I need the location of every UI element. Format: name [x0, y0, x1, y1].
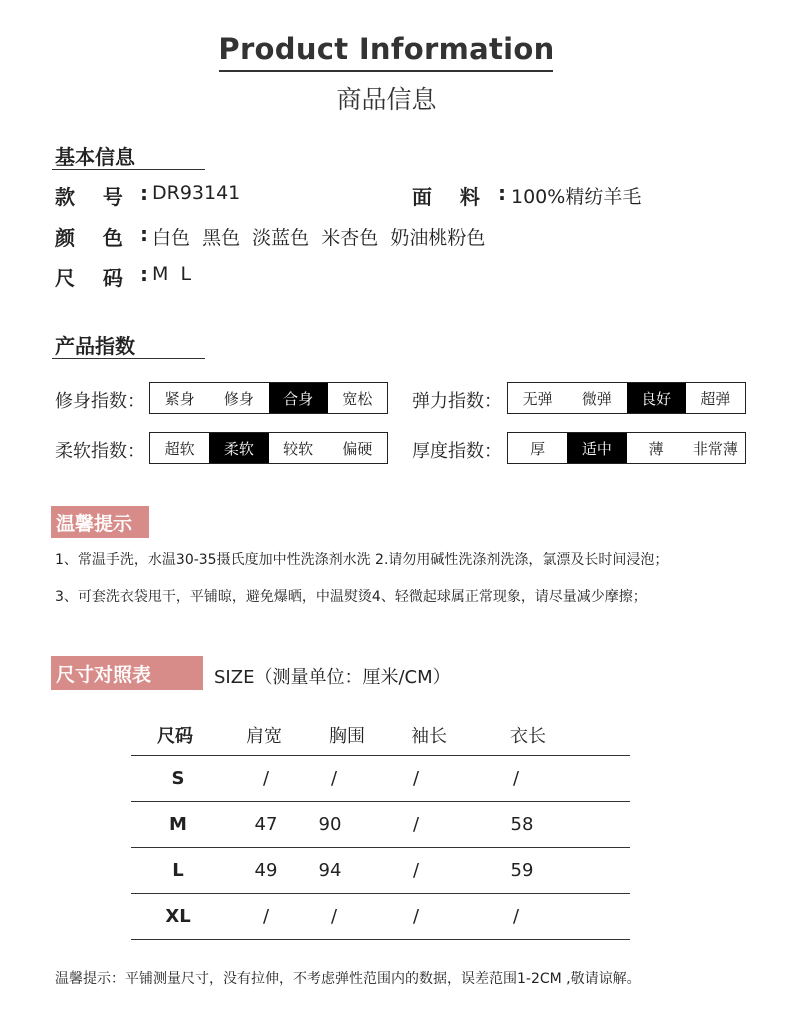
table-cell: /	[412, 768, 420, 789]
material-label: 面 料	[412, 185, 480, 209]
table-cell: 58	[510, 814, 534, 835]
soft-option: 偏硬	[342, 439, 373, 458]
table-cell-size: M	[169, 814, 187, 835]
color-value: 白色 黑色 淡蓝色 米杏色 奶油桃粉色	[152, 227, 486, 249]
style-no-colon: :	[140, 181, 148, 205]
thickness-option: 非常薄	[692, 439, 738, 458]
style-no-label: 款 号	[55, 185, 123, 209]
fit-index-label: 修身指数：	[55, 391, 145, 412]
table-rule	[131, 847, 630, 848]
table-rule	[131, 939, 630, 940]
care-tip-line-2: 3、可套洗衣袋甩干，平铺晾，避免爆晒，中温熨烫4、轻微起球属正常现象，请尽量减少摩擦；	[55, 589, 647, 605]
basic-info-heading: 基本信息	[55, 145, 135, 169]
indices-underline	[52, 358, 205, 359]
material-value: 100%精纺羊毛	[511, 186, 642, 208]
fit-option-selected: 合身	[269, 383, 328, 413]
table-header-sleeve: 袖长	[411, 726, 447, 747]
table-rule	[131, 801, 630, 802]
table-cell: 90	[318, 814, 342, 835]
table-cell: 47	[254, 814, 278, 835]
soft-option: 较软	[283, 439, 314, 458]
thickness-index-label: 厚度指数：	[412, 441, 502, 462]
table-cell: 94	[318, 860, 342, 881]
table-cell: /	[412, 814, 420, 835]
table-header-length: 衣长	[510, 726, 546, 747]
fit-index-scale	[149, 382, 388, 414]
tips-tag: 温馨提示	[51, 506, 149, 538]
table-cell-size: XL	[165, 906, 191, 927]
table-cell-size: L	[172, 860, 184, 881]
table-cell: /	[262, 768, 270, 789]
table-cell: /	[412, 906, 420, 927]
care-tip-line-1: 1、常温手洗，水温30-35摄氏度加中性洗涤剂水洗 2.请勿用碱性洗涤剂洗涤，氯漂及长时间浸泡；	[55, 552, 669, 568]
soft-option-selected: 柔软	[209, 433, 268, 463]
size-label: 尺 码	[55, 266, 123, 290]
table-cell-size: S	[171, 768, 185, 789]
table-header-size: 尺码	[157, 726, 193, 747]
table-cell: /	[412, 860, 420, 881]
elastic-option: 微弹	[581, 389, 612, 408]
footer-note: 温馨提示：平铺测量尺寸，没有拉伸，不考虑弹性范围内的数据，误差范围1-2CM ,敬请谅解。	[55, 971, 641, 987]
color-label: 颜 色	[55, 226, 123, 250]
color-colon: :	[140, 222, 148, 246]
fit-option: 紧身	[164, 389, 195, 408]
table-cell: /	[330, 768, 338, 789]
elastic-index-label: 弹力指数：	[412, 391, 502, 412]
size-value: M L	[152, 263, 192, 285]
soft-index-scale	[149, 432, 388, 464]
page-title-en: Product Information	[218, 32, 555, 66]
style-no-value: DR93141	[152, 182, 241, 204]
table-cell: /	[512, 906, 520, 927]
indices-heading: 产品指数	[55, 334, 135, 358]
table-rule	[131, 893, 630, 894]
table-cell: 49	[254, 860, 278, 881]
table-rule	[131, 755, 630, 756]
thickness-option-selected: 适中	[567, 433, 626, 463]
basic-info-underline	[52, 169, 205, 170]
title-underline	[219, 70, 553, 72]
size-colon: :	[140, 262, 148, 286]
elastic-option: 无弹	[522, 389, 553, 408]
elastic-index-scale	[507, 382, 746, 414]
fit-option: 宽松	[342, 389, 373, 408]
table-cell: 59	[510, 860, 534, 881]
table-cell: /	[262, 906, 270, 927]
material-colon: :	[498, 181, 506, 205]
size-chart-tag: 尺寸对照表	[51, 656, 203, 690]
soft-option: 超软	[164, 439, 195, 458]
elastic-option: 超弹	[700, 389, 731, 408]
thickness-option: 厚	[530, 439, 546, 458]
fit-option: 修身	[223, 389, 254, 408]
table-header-shoulder: 肩宽	[246, 726, 282, 747]
soft-index-label: 柔软指数：	[55, 441, 145, 462]
thickness-option: 薄	[648, 439, 664, 458]
table-cell: /	[330, 906, 338, 927]
thickness-index-scale	[507, 432, 746, 464]
elastic-option-selected: 良好	[627, 383, 686, 413]
size-unit-note: SIZE（测量单位：厘米/CM）	[214, 667, 451, 688]
page-title-cn: 商品信息	[336, 85, 437, 114]
table-header-chest: 胸围	[329, 726, 365, 747]
table-cell: /	[512, 768, 520, 789]
